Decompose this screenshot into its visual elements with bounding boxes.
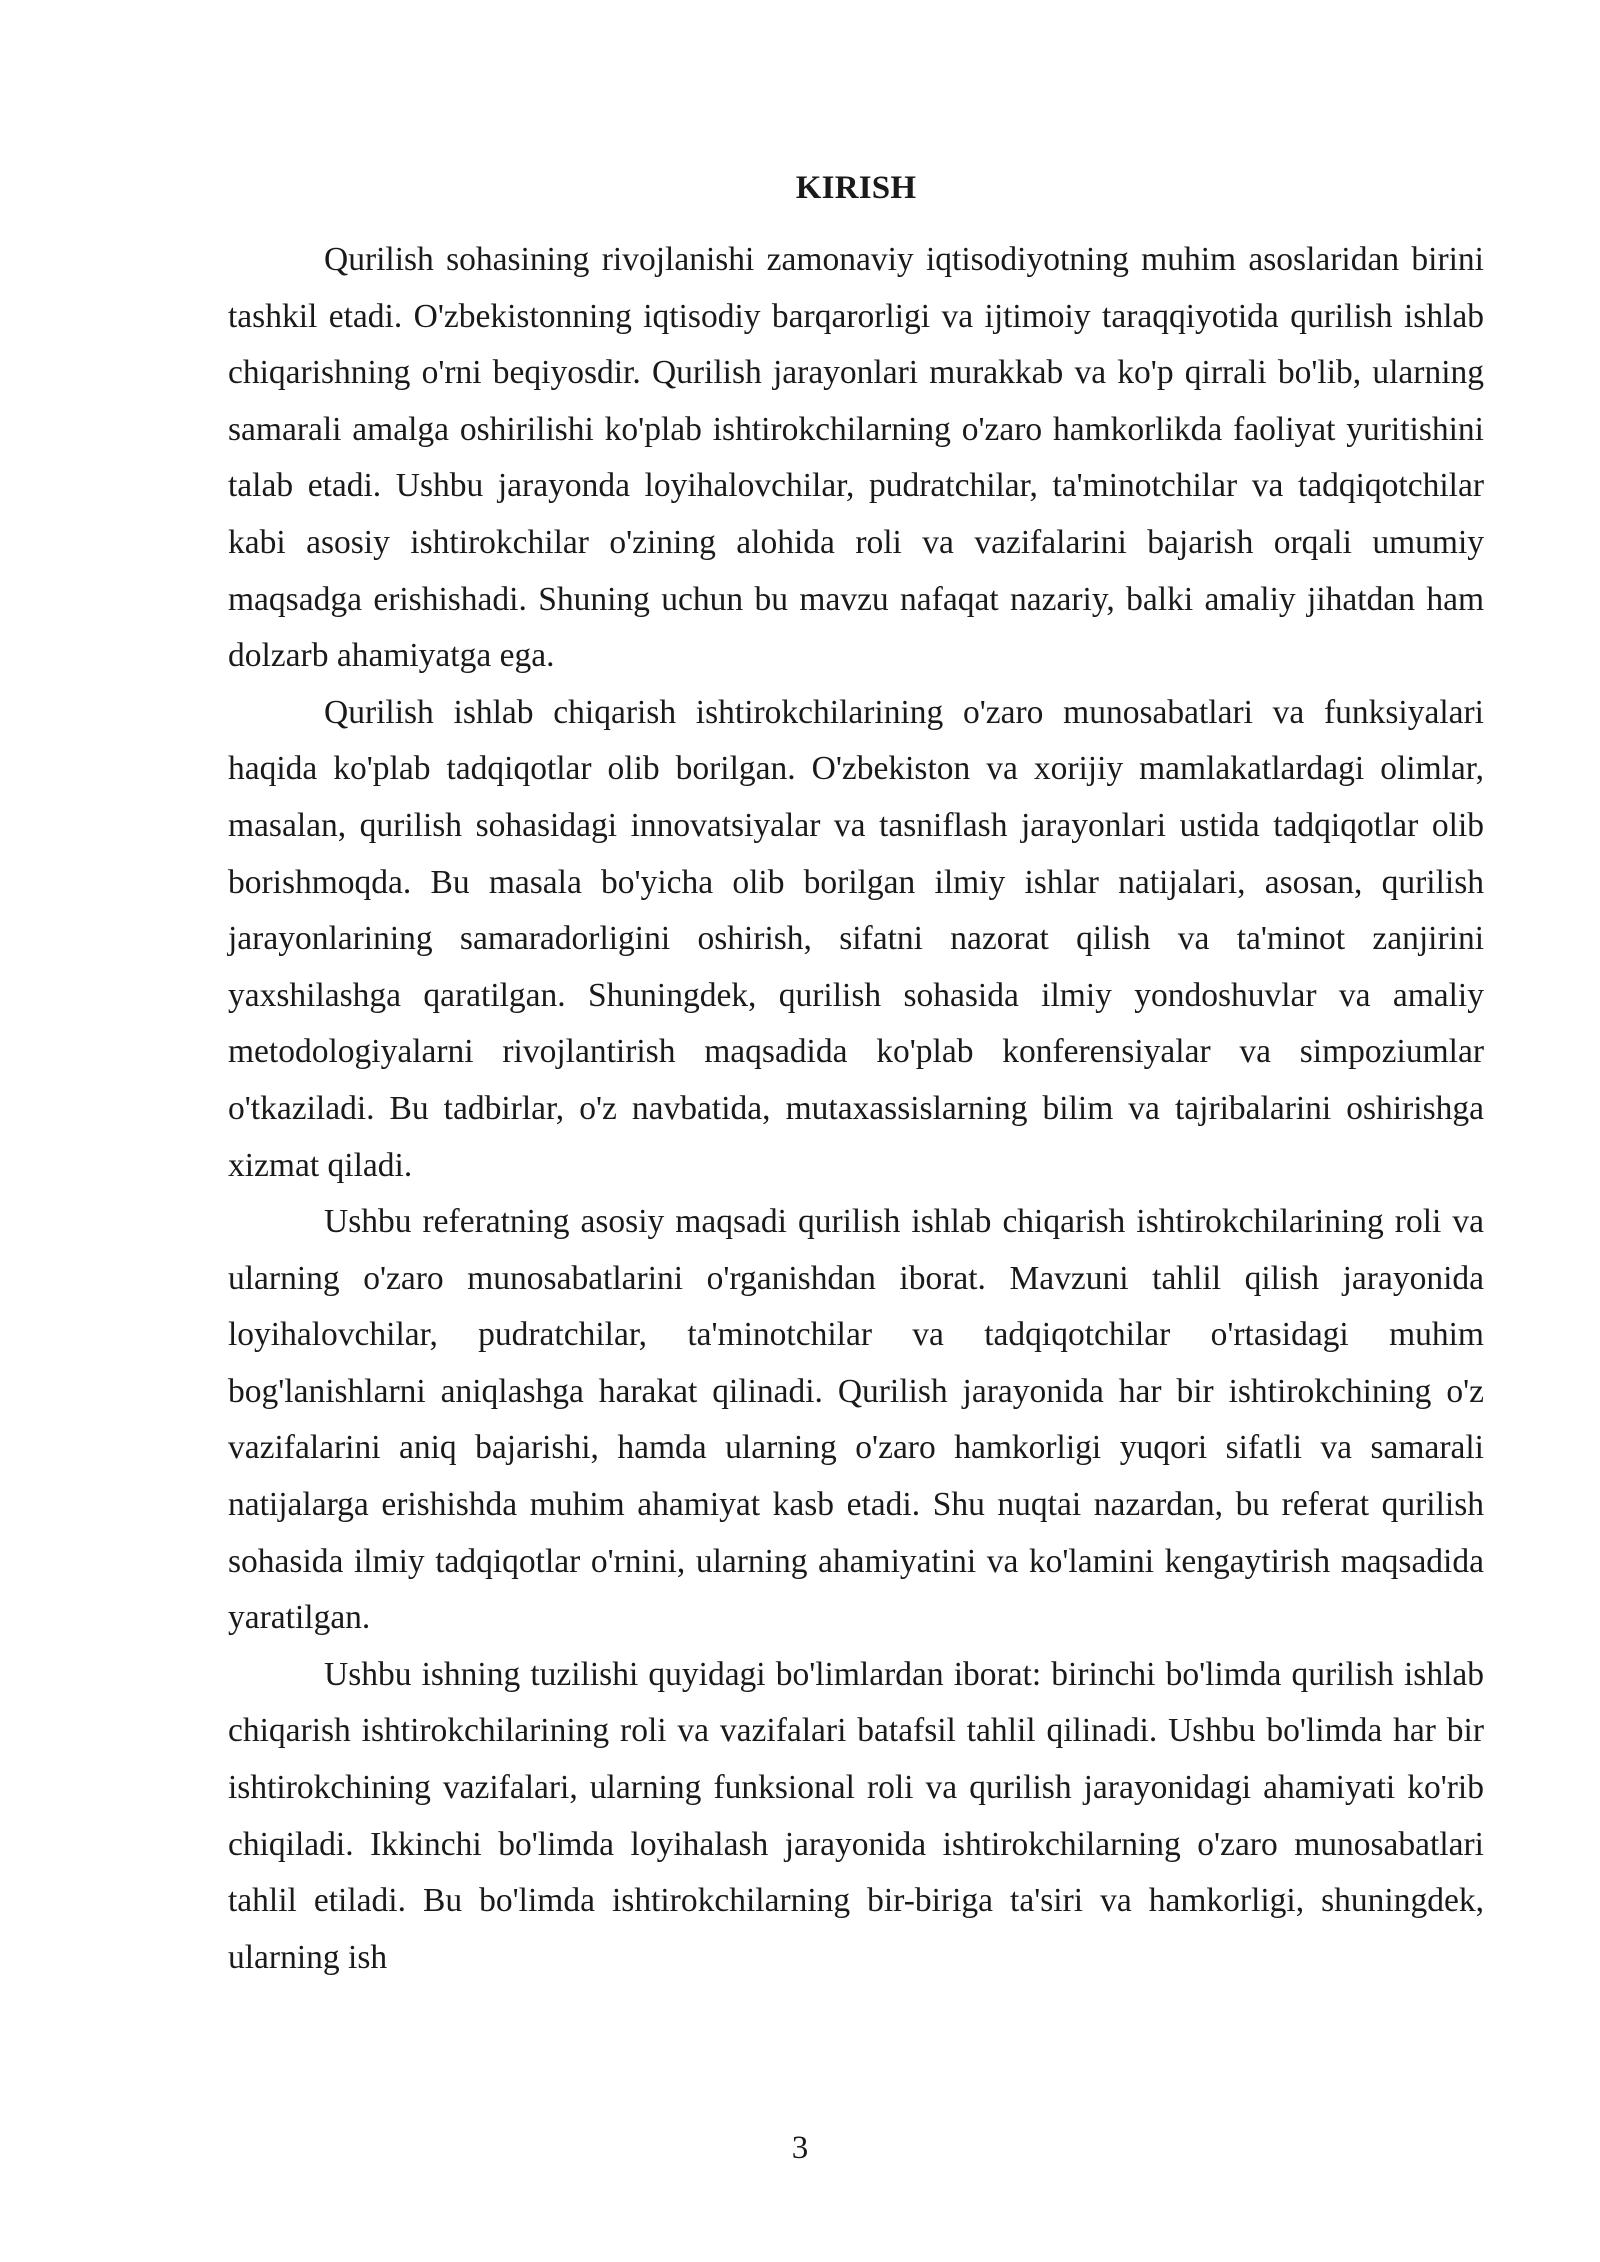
page-number: 3 (791, 2130, 809, 2166)
page-title: KIRISH (795, 170, 917, 206)
paragraph-4: Ushbu ishning tuzilishi quyidagi bo'limlardan iborat: birinchi bo'limda qurilish ishlab chiqarish ishtirokchilarining roli va vazifalari batafsil tahlil qilinadi. Ushbu bo'limda har bir ishtirokchining vazifalari, ularning funksional roli va qurilish jarayonidagi ahamiyati ko'rib chiqiladi. Ikkinchi bo'limda loyihalash jarayonida ishtirokchilarning o'zaro munosabatlari tahlil etiladi. Bu bo'limda ishtirokchilarning bir-biriga ta'siri va hamkorligi, shuningdek, ularning ish (228, 1655, 1484, 1976)
paragraph-1: Qurilish sohasining rivojlanishi zamonaviy iqtisodiyotning muhim asoslaridan birini tashkil etadi. O'zbekistonning iqtisodiy barqarorligi va ijtimoiy taraqqiyotida qurilish ishlab chiqarishning o'rni beqiyosdir. Qurilish jarayonlari murakkab va ko'p qirrali bo'lib, ularning samarali amalga oshirilishi ko'plab ishtirokchilarning o'zaro hamkorlikda faoliyat yuritishini talab etadi. Ushbu jarayonda loyihalovchilar, pudratchilar, ta'minotchilar va tadqiqotchilar kabi asosiy ishtirokchilar o'zining alohida roli va vazifalarini bajarish orqali umumiy maqsadga erishishadi. Shuning uchun bu mavzu nafaqat nazariy, balki amaliy jihatdan ham dolzarb ahamiyatga ega. (228, 241, 1484, 675)
page-content (228, 160, 1484, 1986)
paragraph-3: Ushbu referatning asosiy maqsadi qurilish ishlab chiqarish ishtirokchilarining roli va ularning o'zaro munosabatlarini o'rganishdan iborat. Mavzuni tahlil qilish jarayonida loyihalovchilar, pudratchilar, ta'minotchilar va tadqiqotchilar o'rtasidagi muhim bog'lanishlarni aniqlashga harakat qilinadi. Qurilish jarayonida har bir ishtirokchining o'z vazifalarini aniq bajarishi, hamda ularning o'zaro hamkorligi yuqori sifatli va samarali natijalarga erishishda muhim ahamiyat kasb etadi. Shu nuqtai nazardan, bu referat qurilish sohasida ilmiy tadqiqotlar o'rnini, ularning ahamiyatini va ko'lamini kengaytirish maqsadida yaratilgan. (228, 1203, 1484, 1637)
paragraph-2: Qurilish ishlab chiqarish ishtirokchilarining o'zaro munosabatlari va funksiyalari haqida ko'plab tadqiqotlar olib borilgan. O'zbekiston va xorijiy mamlakatlardagi olimlar, masalan, qurilish sohasidagi innovatsiyalar va tasniflash jarayonlari ustida tadqiqotlar olib borishmoqda. Bu masala bo'yicha olib borilgan ilmiy ishlar natijalari, asosan, qurilish jarayonlarining samaradorligini oshirish, sifatni nazorat qilish va ta'minot zanjirini yaxshilashga qaratilgan. Shuningdek, qurilish sohasida ilmiy yondoshuvlar va amaliy metodologiyalarni rivojlantirish maqsadida ko'plab konferensiyalar va simpoziumlar o'tkaziladi. Bu tadbirlar, o'z navbatida, mutaxassislarning bilim va tajribalarini oshirishga xizmat qiladi. (228, 693, 1484, 1184)
